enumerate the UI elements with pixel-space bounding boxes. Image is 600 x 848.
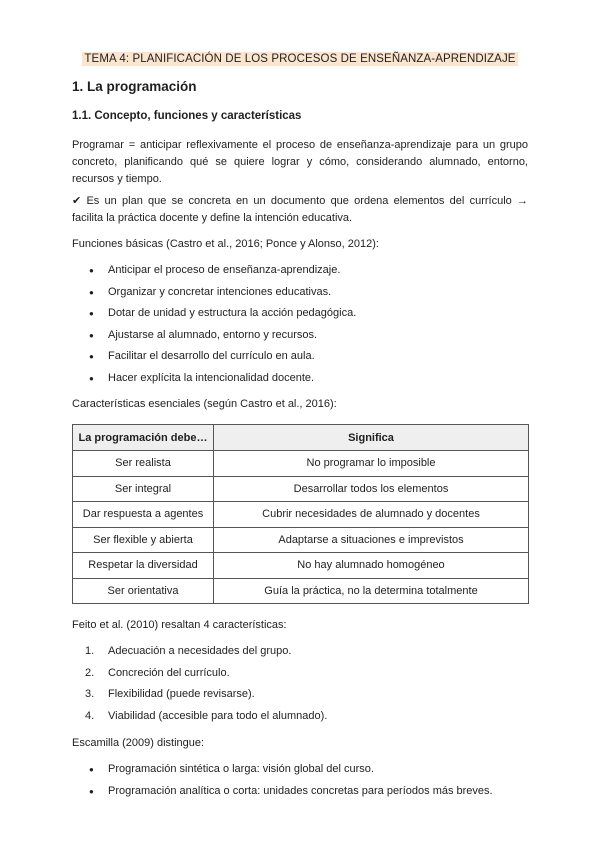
table-cell: Guía la práctica, no la determina totalmente <box>214 578 529 604</box>
functions-list <box>72 262 528 392</box>
table-header-row <box>73 425 529 451</box>
table-header-cell: Significa <box>214 425 529 451</box>
table-cell: No programar lo imposible <box>214 451 529 477</box>
list-item: ● Organizar y concretar intenciones educativas. <box>72 284 528 306</box>
table-row <box>73 451 529 477</box>
list-item: ● Dotar de unidad y estructura la acción pedagógica. <box>72 305 528 327</box>
feito-title: Feito et al. (2010) resaltan 4 características: <box>72 619 287 631</box>
list-text: Flexibilidad (puede revisarse). <box>108 688 255 701</box>
list-item: ● Ajustarse al alumnado, entorno y recursos. <box>72 327 528 349</box>
list-item: ● Hacer explícita la intencionalidad docente. <box>72 370 528 392</box>
table-cell: Respetar la diversidad <box>73 553 214 579</box>
list-number: 3. <box>85 688 95 701</box>
list-item <box>72 686 528 708</box>
section-title: 1. La programación <box>72 79 197 94</box>
intro-paragraph: Programar = anticipar reflexivamente el proceso de enseñanza-aprendizaje para un grupo concreto, planificando qué se quiere lograr y cómo, considerando alumnado, entorno, recursos y tiempo. <box>72 139 528 185</box>
list-item <box>72 708 528 730</box>
table-row <box>73 476 529 502</box>
list-text: Concreción del currículo. <box>108 666 230 679</box>
list-number: 1. <box>85 645 95 657</box>
list-item <box>72 643 528 665</box>
list-number: 2. <box>85 666 95 679</box>
table-row <box>73 553 529 579</box>
table-cell: No hay alumnado homogéneo <box>214 553 529 579</box>
table-row <box>73 578 529 604</box>
functions-title: Funciones básicas (Castro et al., 2016; Ponce y Alonso, 2012): <box>72 238 379 250</box>
table-cell: Cubrir necesidades de alumnado y docentes <box>214 502 529 528</box>
list-item: ● Programación sintética o larga: visión global del curso. <box>72 761 528 783</box>
topic-header-text: TEMA 4: PLANIFICACIÓN DE LOS PROCESOS DE ENSEÑANZA-APRENDIZAJE <box>84 53 516 65</box>
check-note: ✔ Es un plan que se concreta en un documento que ordena elementos del currículo → facilita la práctica docente y define la intención educativa. <box>72 195 528 224</box>
list-item: ● Anticipar el proceso de enseñanza-aprendizaje. <box>72 262 528 284</box>
characteristics-table <box>72 424 529 604</box>
table-row <box>73 527 529 553</box>
table-cell: Ser integral <box>73 476 214 502</box>
table-cell: Desarrollar todos los elementos <box>214 476 529 502</box>
table-header-cell: La programación debe… <box>73 425 214 451</box>
characteristics-title: Características esenciales (según Castro et al., 2016): <box>72 398 337 410</box>
table-cell: Ser flexible y abierta <box>73 527 214 553</box>
subsection-title: 1.1. Concepto, funciones y características <box>72 110 302 122</box>
list-number: 4. <box>85 709 95 722</box>
table-row <box>73 502 529 528</box>
list-item: ● Programación analítica o corta: unidades concretas para períodos más breves. <box>72 783 528 805</box>
table-cell: Dar respuesta a agentes <box>73 502 214 528</box>
list-text: Viabilidad (accesible para todo el alumnado). <box>108 709 328 722</box>
list-item: ● Facilitar el desarrollo del currículo en aula. <box>72 348 528 370</box>
escamilla-list <box>72 761 528 804</box>
table-cell: Ser realista <box>73 451 214 477</box>
list-item <box>72 665 528 687</box>
table-cell: Ser orientativa <box>73 578 214 604</box>
escamilla-title: Escamilla (2009) distingue: <box>72 737 205 749</box>
table-cell: Adaptarse a situaciones e imprevistos <box>214 527 529 553</box>
topic-header <box>0 49 600 67</box>
feito-list <box>72 643 528 729</box>
list-text: Adecuación a necesidades del grupo. <box>108 645 292 657</box>
